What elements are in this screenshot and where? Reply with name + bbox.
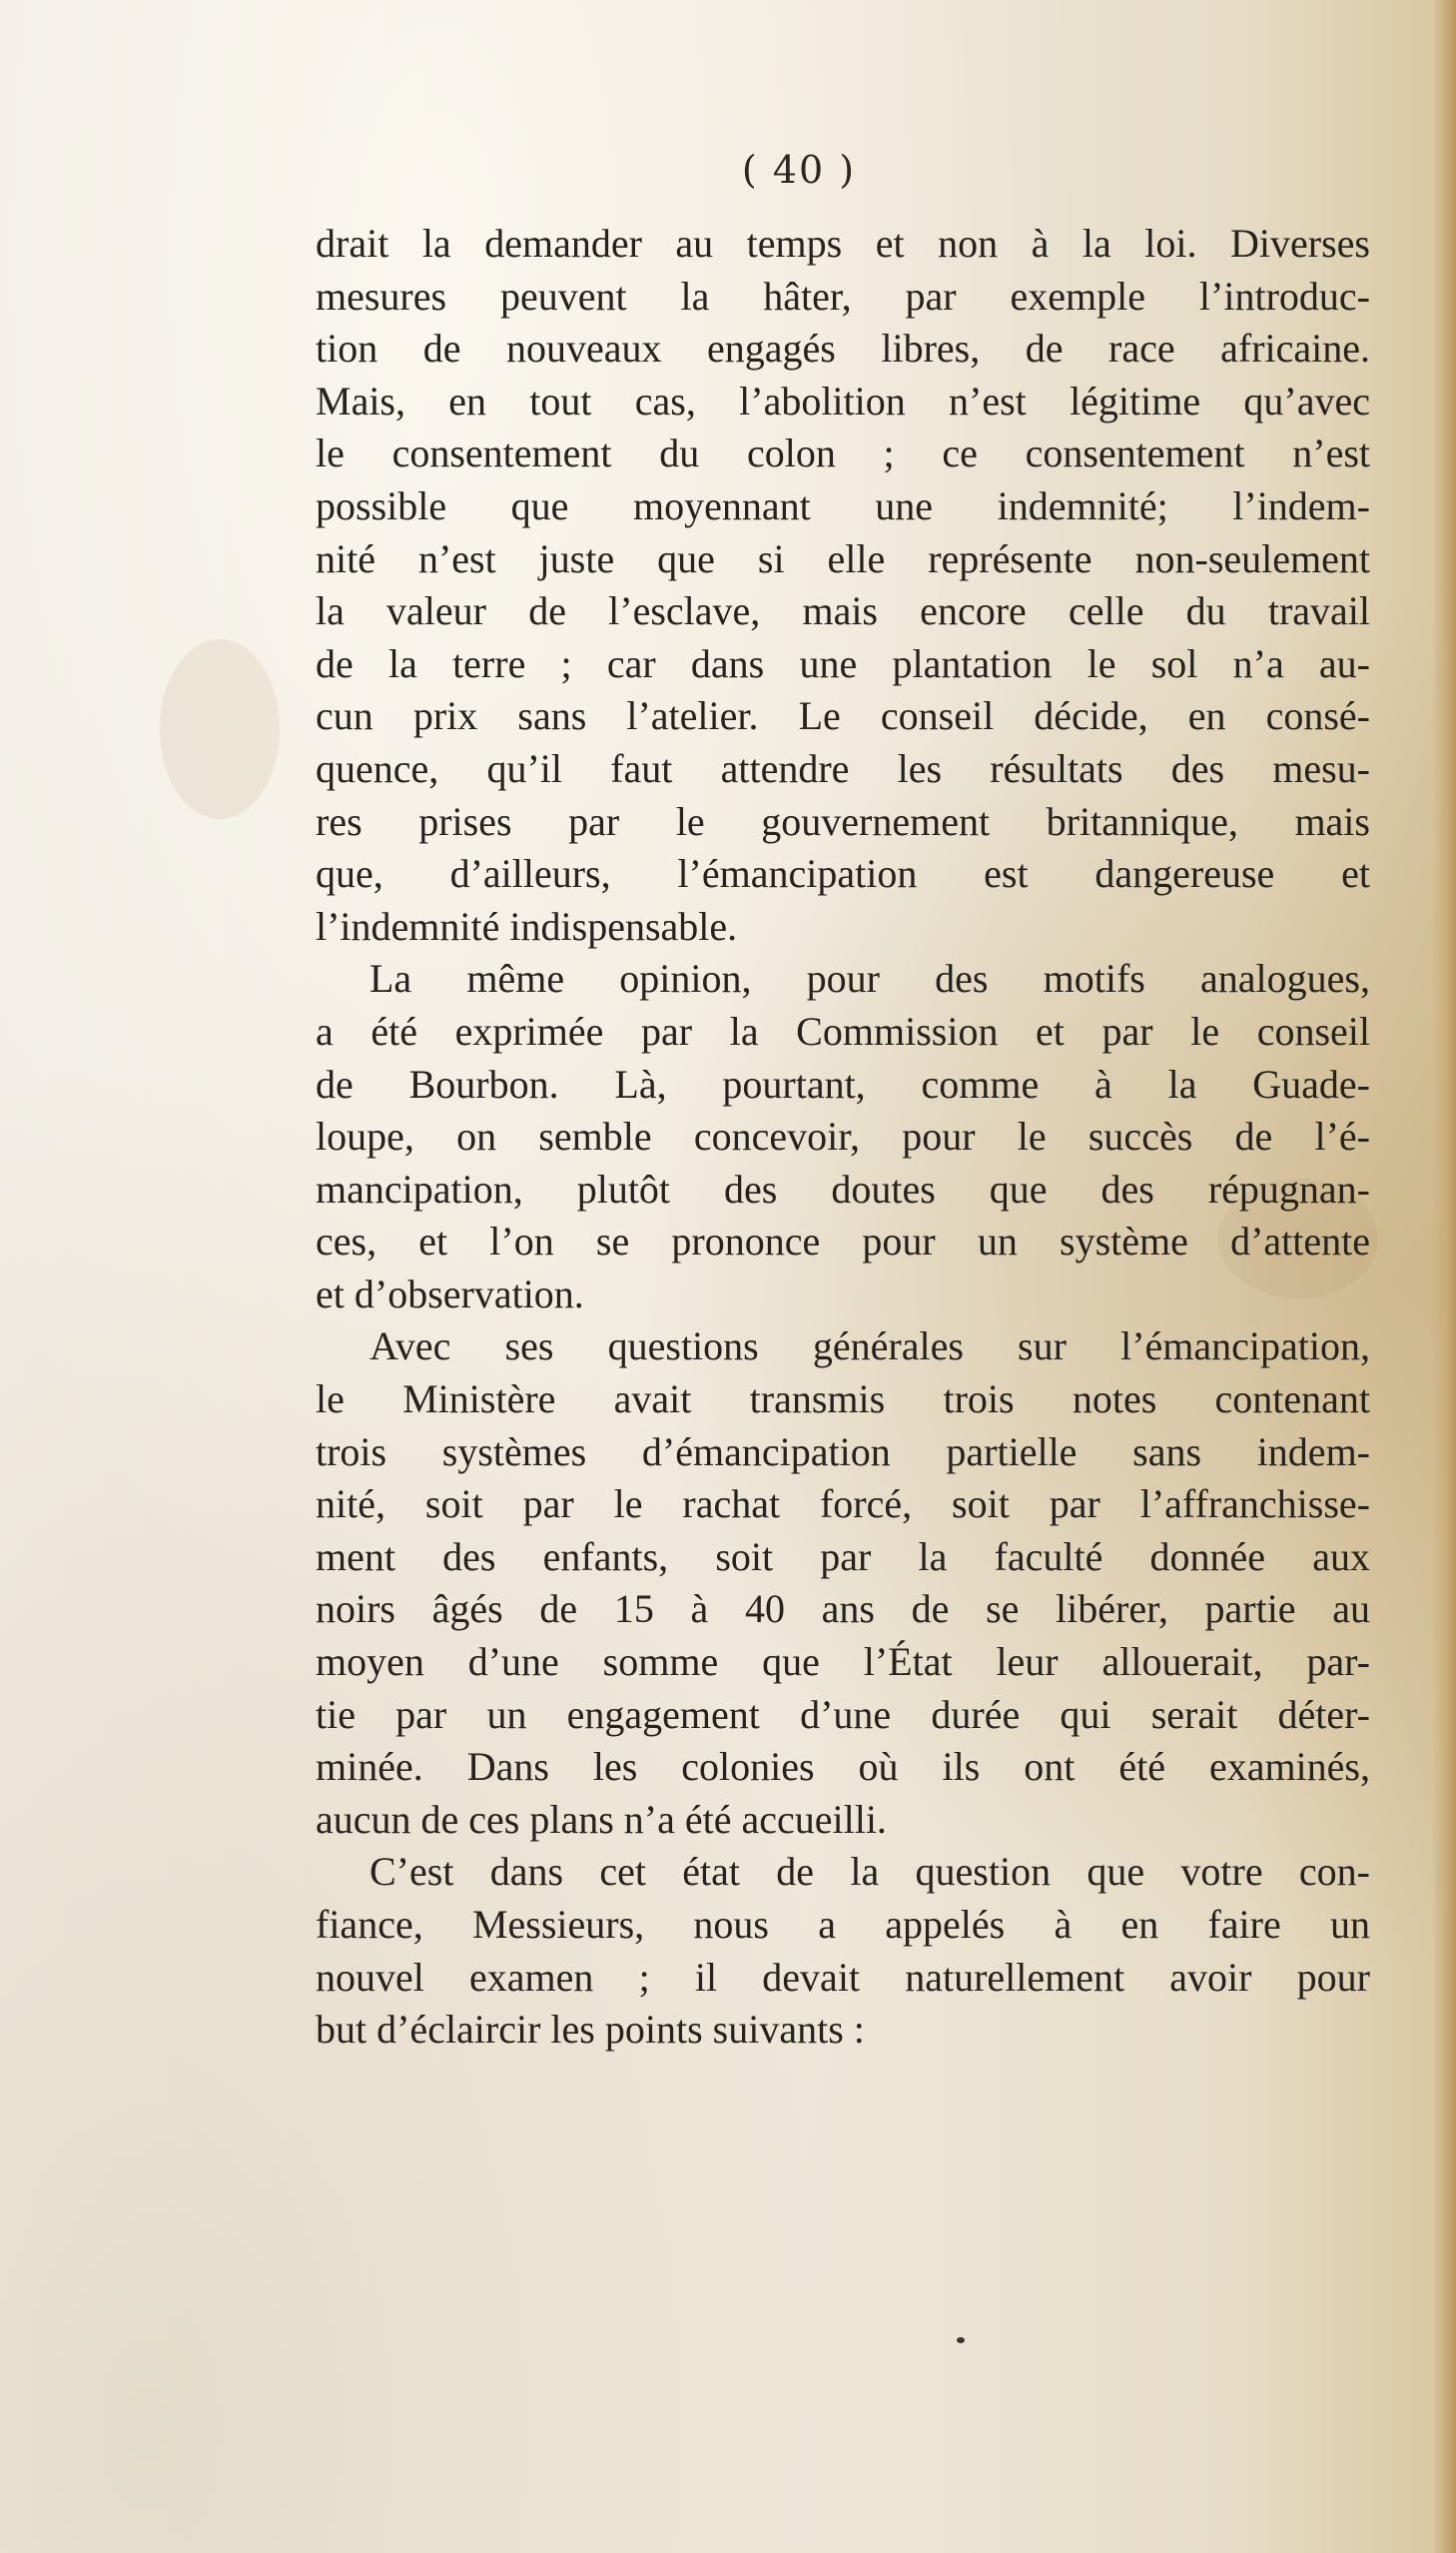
ink-speck (957, 2337, 965, 2343)
text-line: et d’observation. (316, 1271, 584, 1316)
page-edge-shadow (1432, 0, 1456, 2553)
text-line: nouvel examen ; il devait naturellement avoir pour (316, 1954, 1370, 2000)
text-line: La même opinion, pour des motifs analogues, (369, 956, 1370, 1002)
text-line: quence, qu’il faut attendre les résultats des mesu- (316, 745, 1370, 791)
text-line: le Ministère avait transmis trois notes contenant (316, 1376, 1370, 1422)
text-line: fiance, Messieurs, nous a appelés à en faire un (316, 1902, 1370, 1947)
text-line: res prises par le gouvernement britannique, mais (316, 798, 1370, 844)
text-line: but d’éclaircir les points suivants : (316, 2007, 865, 2053)
text-line: noirs âgés de 15 à 40 ans de se libérer, partie au (316, 1586, 1370, 1632)
text-line: de la terre ; car dans une plantation le sol n’a au- (316, 640, 1370, 686)
text-line: loupe, on semble concevoir, pour le succès de l’é- (316, 1114, 1370, 1160)
text-line: que, d’ailleurs, l’émancipation est dangereuse et (316, 851, 1370, 897)
text-line: Mais, en tout cas, l’abolition n’est légitime qu’avec (316, 378, 1370, 424)
text-line: de Bourbon. Là, pourtant, comme à la Guade- (316, 1061, 1370, 1107)
text-line: ment des enfants, soit par la faculté donnée aux (316, 1533, 1370, 1579)
text-line: tion de nouveaux engagés libres, de race africaine. (316, 326, 1370, 372)
page-number: ( 40 ) (741, 148, 857, 192)
paper-stain (160, 639, 280, 819)
text-line: le consentement du colon ; ce consentement n’est (316, 430, 1370, 476)
text-line: nité, soit par le rachat forcé, soit par l’affranchisse- (316, 1481, 1370, 1527)
text-line: minée. Dans les colonies où ils ont été examinés, (316, 1744, 1370, 1790)
text-line: nité n’est juste que si elle représente non-seulement (316, 535, 1370, 581)
text-line: mancipation, plutôt des doutes que des répugnan- (316, 1166, 1370, 1212)
text-line: aucun de ces plans n’a été accueilli. (316, 1796, 887, 1842)
text-line: Avec ses questions générales sur l’émancipation, (369, 1323, 1370, 1369)
paragraph (316, 953, 1370, 1320)
text-line: tie par un engagement d’une durée qui serait déter- (316, 1691, 1370, 1737)
paragraph (316, 218, 1370, 953)
paragraph (316, 1320, 1370, 1846)
text-line: a été exprimée par la Commission et par le conseil (316, 1008, 1370, 1054)
text-line: cun prix sans l’atelier. Le conseil décide, en consé- (316, 693, 1370, 739)
text-line: C’est dans cet état de la question que votre con- (369, 1849, 1370, 1895)
text-line: ces, et l’on se prononce pour un système d’attente (316, 1219, 1370, 1265)
paragraph (316, 1846, 1370, 2056)
text-line: mesures peuvent la hâter, par exemple l’introduc- (316, 273, 1370, 319)
text-line: drait la demander au temps et non à la loi. Diverses (316, 221, 1370, 266)
text-line: l’indemnité indispensable. (316, 903, 738, 949)
text-line: la valeur de l’esclave, mais encore celle du travail (316, 588, 1370, 634)
text-line: trois systèmes d’émancipation partielle sans indem- (316, 1428, 1370, 1474)
text-line: moyen d’une somme que l’État leur allouerait, par- (316, 1639, 1370, 1685)
text-line: possible que moyennant une indemnité; l’indem- (316, 482, 1370, 528)
body-text (316, 218, 1370, 2057)
